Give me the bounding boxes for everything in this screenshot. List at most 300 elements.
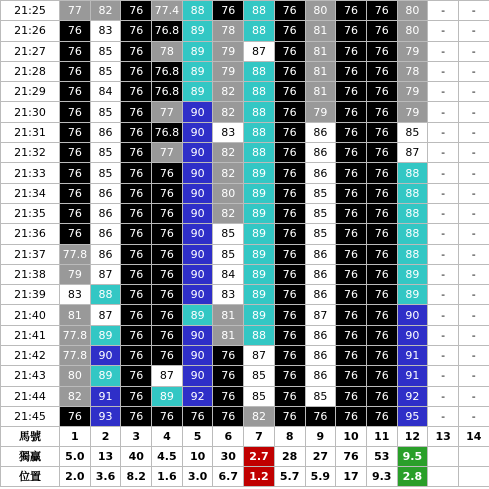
odds-value: 4.5: [152, 446, 183, 466]
odds-cell: 85: [397, 122, 428, 142]
odds-value: 9.5: [397, 446, 428, 466]
time-label: 21:32: [1, 143, 60, 163]
odds-cell: 76: [60, 406, 91, 426]
odds-cell: 85: [90, 102, 121, 122]
odds-cell: 76: [366, 102, 397, 122]
odds-cell: 76: [213, 406, 244, 426]
odds-cell: 90: [182, 346, 213, 366]
horse-number: 2: [90, 427, 121, 447]
odds-cell: 89: [90, 366, 121, 386]
odds-cell: 88: [244, 21, 275, 41]
odds-cell: 78: [397, 61, 428, 81]
odds-cell: 90: [90, 346, 121, 366]
odds-cell: 76: [152, 346, 183, 366]
time-row: [1, 143, 489, 163]
summary-label: 位置: [1, 467, 60, 487]
odds-cell: 76: [366, 386, 397, 406]
odds-cell: 76: [336, 1, 367, 21]
odds-cell: 76: [121, 163, 152, 183]
time-row: [1, 325, 489, 345]
time-row: [1, 366, 489, 386]
time-row: [1, 183, 489, 203]
odds-value: 10: [182, 446, 213, 466]
odds-value: 76: [336, 446, 367, 466]
odds-cell: 80: [397, 1, 428, 21]
odds-cell: 84: [90, 82, 121, 102]
odds-cell: 81: [305, 41, 336, 61]
time-label: 21:40: [1, 305, 60, 325]
odds-cell: -: [428, 346, 459, 366]
odds-cell: 86: [305, 264, 336, 284]
odds-cell: 76: [60, 41, 91, 61]
time-row: [1, 346, 489, 366]
odds-cell: 76: [152, 325, 183, 345]
odds-cell: 76: [274, 21, 305, 41]
odds-cell: 89: [244, 244, 275, 264]
odds-value: 17: [336, 467, 367, 487]
odds-cell: 87: [244, 41, 275, 61]
odds-value: 27: [305, 446, 336, 466]
odds-cell: 83: [60, 285, 91, 305]
odds-cell: 80: [305, 1, 336, 21]
odds-cell: 76: [274, 285, 305, 305]
odds-cell: 76: [121, 244, 152, 264]
odds-cell: -: [458, 366, 489, 386]
odds-cell: 81: [213, 325, 244, 345]
odds-cell: 86: [90, 224, 121, 244]
odds-cell: 76: [336, 183, 367, 203]
odds-cell: 82: [213, 163, 244, 183]
odds-cell: 76.8: [152, 61, 183, 81]
odds-cell: -: [458, 224, 489, 244]
odds-cell: 79: [397, 41, 428, 61]
horse-number: 9: [305, 427, 336, 447]
odds-cell: -: [458, 143, 489, 163]
odds-cell: 76: [336, 61, 367, 81]
odds-cell: 76: [366, 305, 397, 325]
time-row: [1, 203, 489, 223]
odds-cell: 76: [121, 386, 152, 406]
odds-cell: 76: [121, 1, 152, 21]
time-label: 21:37: [1, 244, 60, 264]
odds-cell: 86: [90, 244, 121, 264]
odds-cell: 76: [121, 203, 152, 223]
odds-cell: 85: [305, 224, 336, 244]
odds-cell: 76: [121, 346, 152, 366]
odds-cell: 88: [244, 82, 275, 102]
odds-cell: 91: [397, 366, 428, 386]
odds-cell: 76: [60, 183, 91, 203]
time-label: 21:39: [1, 285, 60, 305]
odds-cell: 80: [213, 183, 244, 203]
odds-cell: 76: [336, 285, 367, 305]
odds-cell: 76: [274, 41, 305, 61]
time-label: 21:34: [1, 183, 60, 203]
odds-cell: 76: [366, 366, 397, 386]
odds-cell: 85: [305, 386, 336, 406]
odds-value: 6.7: [213, 467, 244, 487]
time-label: 21:36: [1, 224, 60, 244]
odds-cell: 79: [397, 102, 428, 122]
odds-value: [428, 467, 459, 487]
odds-cell: 89: [244, 264, 275, 284]
horse-number: 7: [244, 427, 275, 447]
time-row: [1, 122, 489, 142]
odds-cell: 88: [244, 122, 275, 142]
odds-cell: 87: [244, 346, 275, 366]
horse-number: 13: [428, 427, 459, 447]
odds-cell: 76: [152, 285, 183, 305]
odds-cell: 89: [152, 386, 183, 406]
time-row: [1, 102, 489, 122]
odds-cell: 89: [182, 61, 213, 81]
odds-cell: 90: [182, 244, 213, 264]
horse-number: 10: [336, 427, 367, 447]
odds-cell: 76: [213, 1, 244, 21]
odds-cell: 88: [244, 61, 275, 81]
odds-cell: 76: [121, 183, 152, 203]
odds-cell: 89: [182, 305, 213, 325]
odds-cell: 83: [90, 21, 121, 41]
odds-cell: 77.8: [60, 346, 91, 366]
time-label: 21:33: [1, 163, 60, 183]
odds-cell: -: [458, 21, 489, 41]
odds-cell: 76: [152, 244, 183, 264]
time-row: [1, 82, 489, 102]
odds-cell: -: [428, 406, 459, 426]
odds-cell: 90: [182, 163, 213, 183]
odds-cell: 76: [366, 325, 397, 345]
odds-cell: 89: [182, 82, 213, 102]
horse-number: 11: [366, 427, 397, 447]
odds-cell: -: [428, 61, 459, 81]
place-odds-row: [1, 467, 489, 487]
time-label: 21:28: [1, 61, 60, 81]
odds-cell: 76: [366, 183, 397, 203]
odds-cell: 76: [274, 61, 305, 81]
odds-cell: -: [428, 163, 459, 183]
odds-cell: 92: [397, 386, 428, 406]
time-row: [1, 163, 489, 183]
odds-cell: 90: [182, 143, 213, 163]
odds-cell: 79: [213, 61, 244, 81]
odds-cell: -: [458, 305, 489, 325]
odds-cell: 76: [366, 224, 397, 244]
odds-cell: 79: [60, 264, 91, 284]
odds-cell: 76: [121, 325, 152, 345]
time-label: 21:29: [1, 82, 60, 102]
time-row: [1, 1, 489, 21]
odds-cell: 95: [397, 406, 428, 426]
odds-cell: 76: [336, 264, 367, 284]
odds-cell: 81: [213, 305, 244, 325]
summary-label: 馬號: [1, 427, 60, 447]
odds-cell: 80: [60, 366, 91, 386]
odds-cell: 76: [366, 244, 397, 264]
odds-value: 5.7: [274, 467, 305, 487]
odds-cell: 76: [274, 203, 305, 223]
odds-value: 9.3: [366, 467, 397, 487]
odds-cell: -: [428, 325, 459, 345]
odds-cell: 76: [336, 163, 367, 183]
odds-value: [458, 467, 489, 487]
odds-cell: 76: [121, 143, 152, 163]
odds-cell: 90: [182, 102, 213, 122]
time-label: 21:43: [1, 366, 60, 386]
odds-cell: 89: [397, 264, 428, 284]
time-label: 21:30: [1, 102, 60, 122]
odds-cell: 76: [152, 305, 183, 325]
odds-cell: 86: [305, 143, 336, 163]
odds-cell: 76: [366, 285, 397, 305]
odds-cell: 82: [244, 406, 275, 426]
odds-cell: 82: [213, 102, 244, 122]
odds-cell: 76: [121, 285, 152, 305]
odds-cell: -: [458, 1, 489, 21]
odds-cell: 89: [244, 305, 275, 325]
odds-value: 3.0: [182, 467, 213, 487]
time-row: [1, 41, 489, 61]
odds-cell: 88: [244, 102, 275, 122]
odds-cell: 92: [182, 386, 213, 406]
odds-cell: -: [458, 346, 489, 366]
odds-cell: 76: [121, 406, 152, 426]
odds-cell: 88: [397, 183, 428, 203]
odds-cell: 82: [213, 82, 244, 102]
odds-cell: 76: [336, 102, 367, 122]
odds-cell: -: [458, 406, 489, 426]
odds-value: 53: [366, 446, 397, 466]
odds-cell: 76: [274, 346, 305, 366]
odds-cell: 78: [213, 21, 244, 41]
odds-cell: -: [428, 122, 459, 142]
odds-value: [458, 446, 489, 466]
odds-cell: 89: [182, 41, 213, 61]
odds-cell: 86: [90, 183, 121, 203]
odds-cell: 90: [182, 325, 213, 345]
odds-cell: -: [428, 82, 459, 102]
odds-cell: 86: [305, 122, 336, 142]
odds-cell: 90: [397, 325, 428, 345]
odds-cell: -: [428, 203, 459, 223]
odds-cell: 76: [60, 82, 91, 102]
horse-number: 3: [121, 427, 152, 447]
odds-cell: -: [428, 21, 459, 41]
odds-cell: 79: [305, 102, 336, 122]
odds-cell: 77: [60, 1, 91, 21]
odds-cell: 76: [60, 61, 91, 81]
odds-cell: 76: [366, 264, 397, 284]
odds-cell: -: [428, 305, 459, 325]
odds-cell: 86: [305, 346, 336, 366]
odds-cell: 88: [397, 244, 428, 264]
odds-cell: 76: [274, 183, 305, 203]
odds-cell: 76.8: [152, 21, 183, 41]
odds-cell: 88: [397, 163, 428, 183]
odds-cell: 76: [121, 102, 152, 122]
odds-cell: 76: [121, 41, 152, 61]
odds-cell: 76: [336, 82, 367, 102]
odds-cell: -: [458, 264, 489, 284]
odds-cell: 88: [244, 1, 275, 21]
odds-cell: 76: [60, 163, 91, 183]
odds-cell: 82: [90, 1, 121, 21]
odds-cell: 76: [60, 203, 91, 223]
odds-cell: 86: [305, 325, 336, 345]
odds-cell: -: [428, 285, 459, 305]
odds-cell: 76: [152, 203, 183, 223]
odds-cell: 76: [121, 61, 152, 81]
odds-cell: 77.8: [60, 244, 91, 264]
odds-cell: 86: [90, 203, 121, 223]
time-row: [1, 406, 489, 426]
odds-cell: 76: [366, 346, 397, 366]
odds-cell: 85: [90, 163, 121, 183]
time-label: 21:45: [1, 406, 60, 426]
odds-cell: -: [428, 264, 459, 284]
odds-cell: -: [458, 163, 489, 183]
odds-value: 30: [213, 446, 244, 466]
odds-cell: 76.8: [152, 82, 183, 102]
odds-cell: 86: [305, 285, 336, 305]
odds-cell: 85: [213, 244, 244, 264]
odds-cell: 76: [366, 41, 397, 61]
odds-cell: 86: [305, 163, 336, 183]
horse-number: 4: [152, 427, 183, 447]
odds-cell: 76: [121, 82, 152, 102]
odds-cell: 88: [244, 325, 275, 345]
odds-cell: 76: [305, 406, 336, 426]
odds-cell: 85: [244, 386, 275, 406]
odds-value: 1.6: [152, 467, 183, 487]
odds-cell: 85: [244, 366, 275, 386]
horse-number: 1: [60, 427, 91, 447]
horse-number: 12: [397, 427, 428, 447]
time-row: [1, 285, 489, 305]
odds-cell: 76: [274, 1, 305, 21]
odds-cell: 76: [60, 122, 91, 142]
odds-cell: 76: [336, 21, 367, 41]
time-row: [1, 386, 489, 406]
odds-cell: 87: [397, 143, 428, 163]
odds-cell: 91: [397, 346, 428, 366]
odds-cell: 76: [366, 1, 397, 21]
odds-cell: 76: [121, 224, 152, 244]
odds-cell: 76: [274, 264, 305, 284]
time-label: 21:42: [1, 346, 60, 366]
odds-cell: 76: [152, 224, 183, 244]
odds-value: 2.0: [60, 467, 91, 487]
odds-cell: 86: [305, 366, 336, 386]
odds-cell: 89: [182, 21, 213, 41]
odds-cell: 76: [213, 346, 244, 366]
odds-cell: 84: [213, 264, 244, 284]
odds-cell: 76: [336, 406, 367, 426]
odds-cell: 85: [305, 203, 336, 223]
odds-value: 2.7: [244, 446, 275, 466]
odds-cell: 76: [274, 386, 305, 406]
odds-value: 13: [90, 446, 121, 466]
odds-cell: 76: [121, 366, 152, 386]
odds-cell: 89: [244, 183, 275, 203]
odds-cell: 76: [366, 163, 397, 183]
odds-cell: 76: [366, 21, 397, 41]
win-odds-row: [1, 446, 489, 466]
odds-cell: 89: [244, 203, 275, 223]
horse-number: 8: [274, 427, 305, 447]
odds-cell: -: [458, 102, 489, 122]
odds-cell: 93: [90, 406, 121, 426]
odds-cell: 76: [121, 305, 152, 325]
odds-cell: 76: [274, 224, 305, 244]
odds-cell: 90: [182, 285, 213, 305]
odds-cell: 88: [182, 1, 213, 21]
odds-cell: 90: [182, 122, 213, 142]
odds-cell: 76: [121, 264, 152, 284]
time-row: [1, 305, 489, 325]
odds-value: 8.2: [121, 467, 152, 487]
odds-cell: -: [428, 366, 459, 386]
odds-value: 5.9: [305, 467, 336, 487]
odds-cell: 81: [305, 82, 336, 102]
odds-cell: 85: [213, 224, 244, 244]
horse-number-row: [1, 427, 489, 447]
odds-value: 3.6: [90, 467, 121, 487]
odds-cell: 86: [90, 122, 121, 142]
odds-cell: -: [428, 1, 459, 21]
odds-cell: 76: [213, 386, 244, 406]
odds-cell: -: [458, 386, 489, 406]
odds-cell: -: [458, 285, 489, 305]
horse-number: 5: [182, 427, 213, 447]
time-label: 21:26: [1, 21, 60, 41]
odds-cell: -: [458, 82, 489, 102]
odds-cell: 77.4: [152, 1, 183, 21]
odds-cell: 76: [274, 406, 305, 426]
odds-cell: 76: [366, 61, 397, 81]
odds-cell: -: [428, 183, 459, 203]
odds-cell: 85: [90, 61, 121, 81]
odds-cell: 82: [213, 203, 244, 223]
odds-cell: -: [428, 224, 459, 244]
odds-cell: -: [458, 41, 489, 61]
odds-cell: 90: [182, 203, 213, 223]
odds-cell: 76: [152, 264, 183, 284]
odds-cell: 82: [60, 386, 91, 406]
odds-cell: 76: [274, 366, 305, 386]
odds-cell: 76: [152, 406, 183, 426]
odds-cell: -: [458, 122, 489, 142]
time-label: 21:38: [1, 264, 60, 284]
odds-cell: 76: [274, 163, 305, 183]
odds-cell: -: [458, 325, 489, 345]
odds-cell: 89: [397, 285, 428, 305]
odds-value: 40: [121, 446, 152, 466]
odds-cell: 87: [305, 305, 336, 325]
odds-cell: 83: [213, 122, 244, 142]
odds-cell: 90: [182, 224, 213, 244]
odds-cell: 77.8: [60, 325, 91, 345]
odds-cell: 76: [274, 102, 305, 122]
odds-cell: 76: [366, 122, 397, 142]
odds-cell: -: [458, 61, 489, 81]
odds-cell: 89: [244, 163, 275, 183]
odds-cell: 76: [60, 224, 91, 244]
odds-cell: 90: [182, 366, 213, 386]
odds-cell: 90: [397, 305, 428, 325]
odds-cell: 81: [305, 61, 336, 81]
odds-cell: -: [458, 244, 489, 264]
